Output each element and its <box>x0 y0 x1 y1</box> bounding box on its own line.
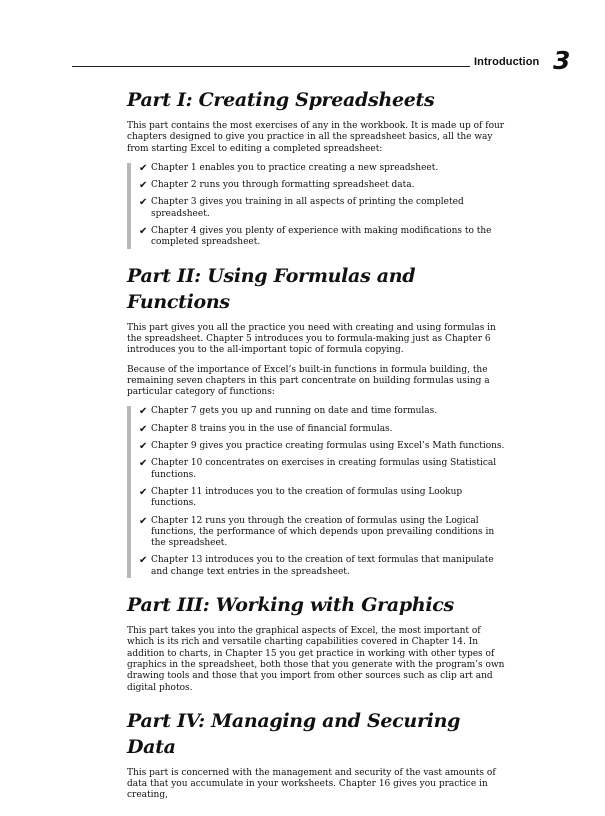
body-paragraph: Because of the importance of Excel’s built-in functions in formula building, the remaining seven chapters in this part concentrate on building formulas using a particular category of functions: <box>127 364 490 398</box>
list-item-text: Chapter 2 runs you through formatting spreadsheet data. <box>151 180 415 191</box>
list-item-text: Chapter 12 runs you through the creation of formulas using the Logical functions, the performance of which depends upon prevailing conditions in the spreadsheet. <box>151 515 495 549</box>
list-item <box>139 163 505 174</box>
part-heading: Part IV: Managing and Securing Data <box>127 709 461 758</box>
bullet-list <box>127 406 505 578</box>
part-section <box>127 708 505 802</box>
list-item <box>139 516 505 550</box>
check-mark-icon: ✔ <box>139 486 148 498</box>
check-mark-icon: ✔ <box>139 555 148 567</box>
part-heading: Part I: Creating Spreadsheets <box>127 89 435 111</box>
list-item-text: Chapter 9 gives you practice creating formulas using Excel’s Math functions. <box>151 441 505 452</box>
check-mark-icon: ✔ <box>139 423 148 435</box>
check-mark-icon: ✔ <box>139 515 148 527</box>
list-item <box>139 226 505 249</box>
list-item <box>139 406 505 417</box>
check-mark-icon: ✔ <box>139 226 148 238</box>
part-section <box>127 263 505 578</box>
list-item-text: Chapter 4 gives you plenty of experience with making modifications to the completed spreadsheet. <box>151 226 492 248</box>
list-item-text: Chapter 13 introduces you to the creation of text formulas that manipulate and change text entries in the spreadsheet. <box>151 555 494 577</box>
header-rule <box>72 66 470 67</box>
check-mark-icon: ✔ <box>139 197 148 209</box>
list-item-text: Chapter 3 gives you training in all aspects of printing the completed spreadsheet. <box>151 197 464 219</box>
list-item <box>139 180 505 191</box>
check-mark-icon: ✔ <box>139 441 148 453</box>
check-mark-icon: ✔ <box>139 162 148 174</box>
check-mark-icon: ✔ <box>139 406 148 418</box>
body-paragraph: This part gives you all the practice you need with creating and using formulas in the spreadsheet. Chapter 5 introduces you to formula-making just as Chapter 6 introduces you to the all-important topic of formula copying. <box>127 322 496 356</box>
page-number: 3 <box>553 46 571 75</box>
part-section <box>127 592 505 694</box>
body-paragraph: This part contains the most exercises of any in the workbook. It is made up of four chapters designed to give you practice in all the spreadsheet basics, all the way from starting Excel to editing a completed spreadsheet: <box>127 121 505 154</box>
list-item-text: Chapter 1 enables you to practice creating a new spreadsheet. <box>151 162 439 173</box>
check-mark-icon: ✔ <box>139 180 148 192</box>
list-item-text: Chapter 8 trains you in the use of financial formulas. <box>151 423 393 434</box>
list-item <box>139 424 505 435</box>
list-item <box>139 487 505 510</box>
running-header-section: Introduction <box>474 56 540 68</box>
bullet-list <box>127 163 505 249</box>
list-item <box>139 197 505 220</box>
list-item-text: Chapter 10 concentrates on exercises in creating formulas using Statistical functions. <box>151 458 497 480</box>
part-heading: Part II: Using Formulas and Functions <box>127 264 416 313</box>
page-body <box>127 87 505 816</box>
body-paragraph: This part is concerned with the management and security of the vast amounts of data that you accumulate in your worksheets. Chapter 16 gives you practice in creating, <box>127 767 496 801</box>
list-item-text: Chapter 11 introduces you to the creation of formulas using Lookup functions. <box>151 486 463 509</box>
list-item <box>139 555 505 578</box>
part-heading: Part III: Working with Graphics <box>127 594 454 617</box>
list-item <box>139 441 505 452</box>
list-item-text: Chapter 7 gets you up and running on date and time formulas. <box>151 406 438 417</box>
list-item <box>139 458 505 481</box>
body-paragraph: This part takes you into the graphical aspects of Excel, the most important of which is its rich and versatile charting capabilities covered in Chapter 14. In addition to charts, in Chapter 15 you get practice in working with other types of graphics in the spreadsheet, both those that you generate with the program’s own drawing tools and those that you import from other sources such as clip art and digital photos. <box>127 626 505 693</box>
part-section <box>127 87 505 249</box>
check-mark-icon: ✔ <box>139 458 148 470</box>
